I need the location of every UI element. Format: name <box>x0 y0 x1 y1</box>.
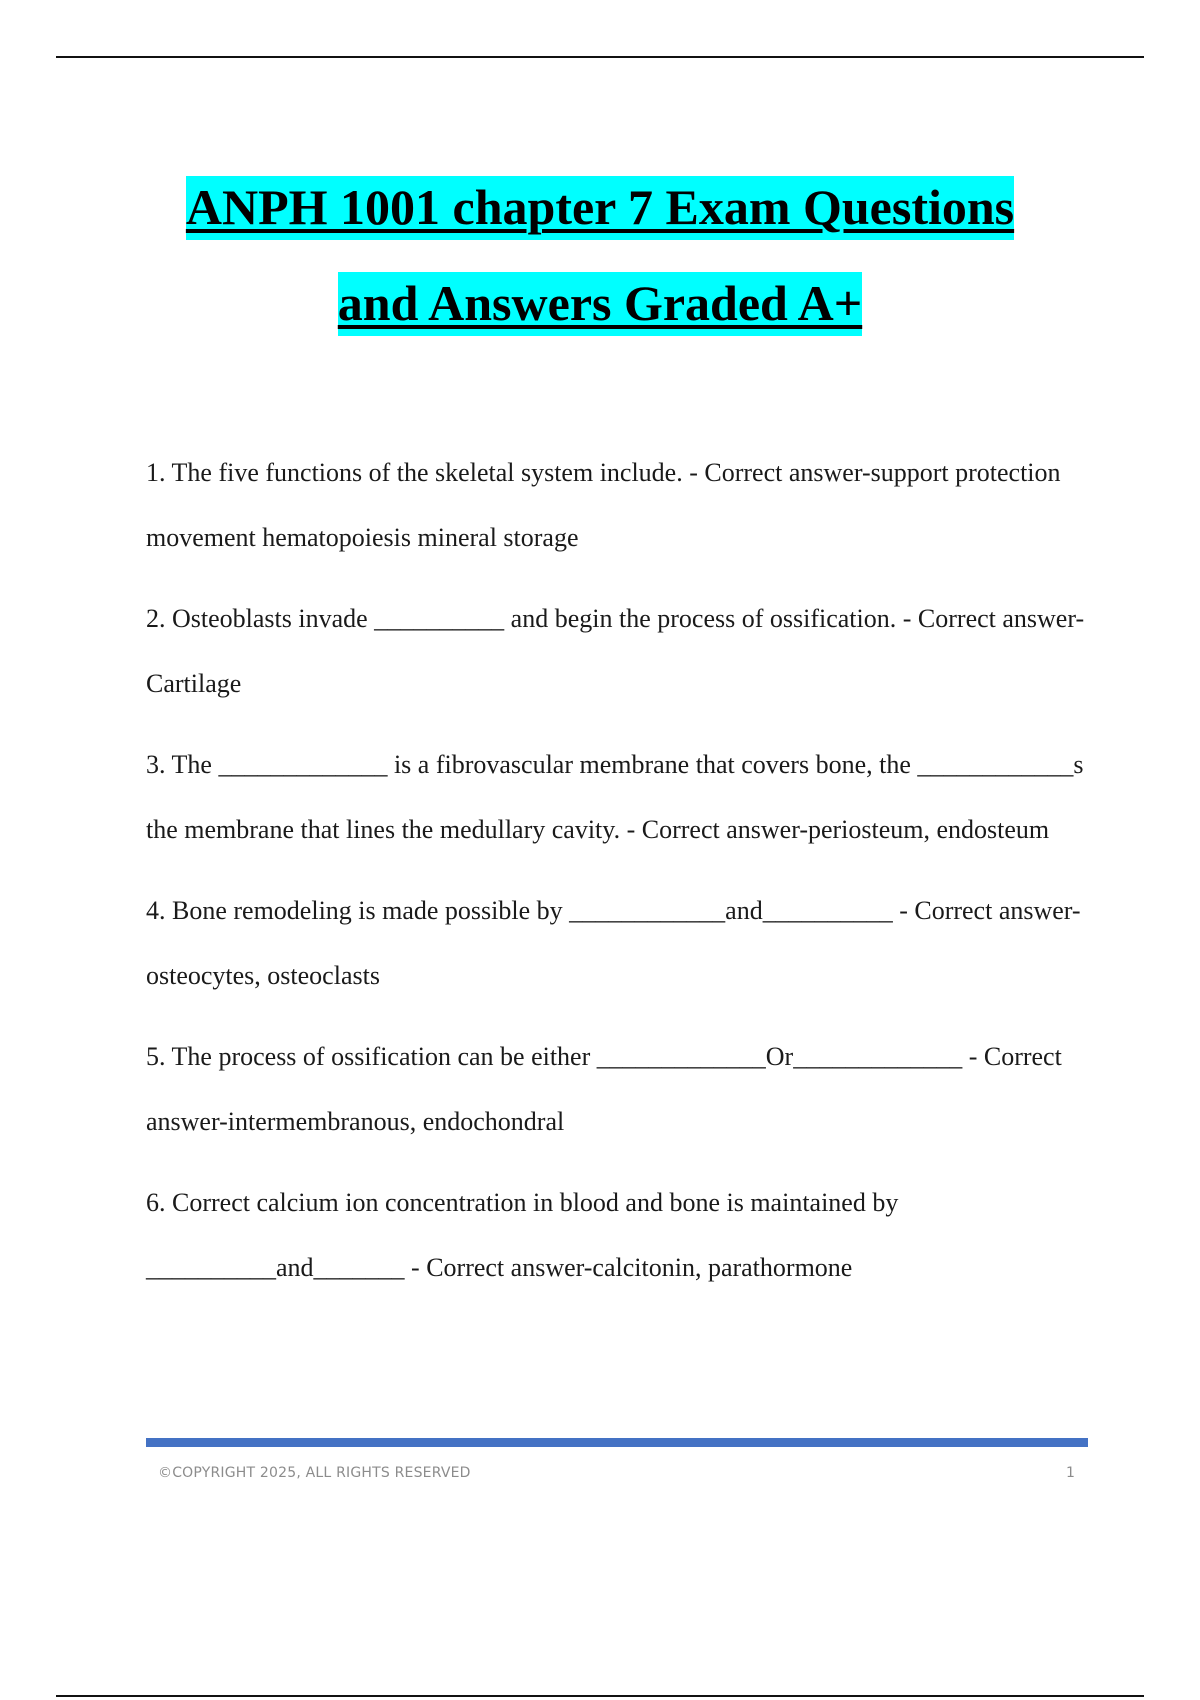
question-1: 1. The five functions of the skeletal system include. - Correct answer-support protection movement hematopoiesis mineral storage <box>146 458 1061 552</box>
page-number: 1 <box>1066 1465 1075 1481</box>
question-6: 6. Correct calcium ion concentration in blood and bone is maintained by __________and_______ - Correct answer-calcitonin, parathormone <box>146 1188 899 1282</box>
title-line-2: and Answers Graded A+ <box>338 272 862 336</box>
footer-bar <box>146 1438 1088 1447</box>
question-4: 4. Bone remodeling is made possible by ____________and__________ - Correct answer-osteocytes, osteoclasts <box>146 896 1081 990</box>
question-2: 2. Osteoblasts invade __________ and begin the process of ossification. - Correct answer-Cartilage <box>146 604 1085 698</box>
document-title <box>0 176 1200 336</box>
footer-copyright: ©COPYRIGHT 2025, ALL RIGHTS RESERVED <box>158 1465 471 1481</box>
top-rule <box>56 56 1144 58</box>
title-line-1: ANPH 1001 chapter 7 Exam Questions <box>186 176 1014 240</box>
bottom-rule <box>56 1695 1144 1697</box>
question-5: 5. The process of ossification can be either _____________Or_____________ - Correct answer-intermembranous, endochondral <box>146 1042 1062 1136</box>
question-3: 3. The _____________ is a fibrovascular membrane that covers bone, the ____________s the membrane that lines the medullary cavity. - Correct answer-periosteum, endosteum <box>146 750 1084 844</box>
question-list <box>146 440 1086 1316</box>
